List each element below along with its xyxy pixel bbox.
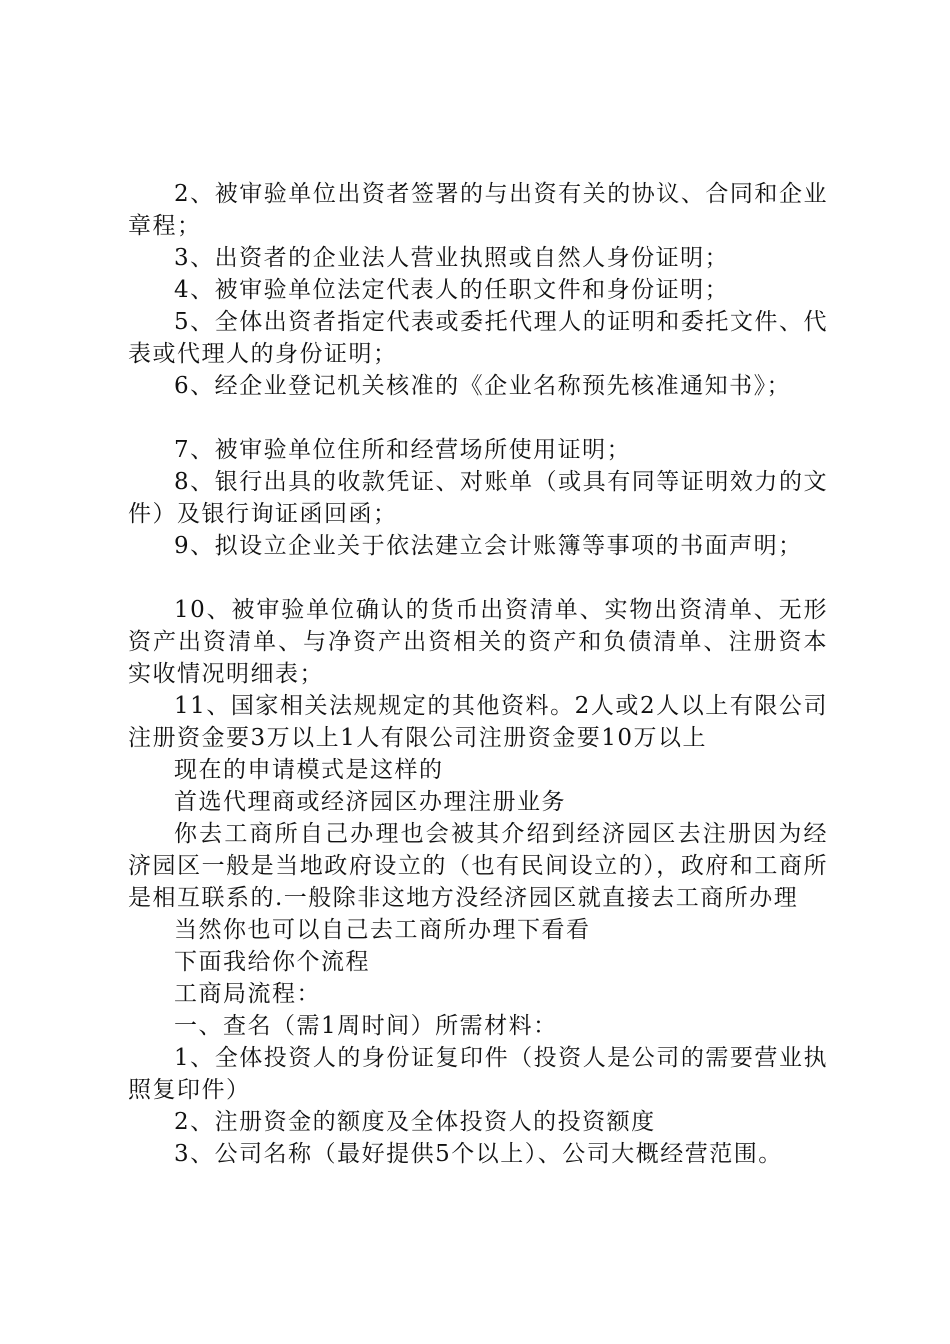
paragraph-item-3: 3、出资者的企业法人营业执照或自然人身份证明； <box>174 245 730 271</box>
paragraph-item-10: 10、被审验单位确认的货币出资清单、实物出资清单、无形资产出资清单、与净资产出资相关的资产和负债清单、注册资本实收情况明细表； <box>128 597 828 687</box>
paragraph-step-2: 2、注册资金的额度及全体投资人的投资额度 <box>174 1109 656 1135</box>
paragraph-item-6: 6、经企业登记机关核准的《企业名称预先核准通知书》； <box>174 373 792 399</box>
paragraph-process-intro: 下面我给你个流程 <box>174 949 370 975</box>
section-heading-name-check: 一、查名（需1周时间）所需材料： <box>174 1013 558 1039</box>
paragraph-step-3: 3、公司名称（最好提供5个以上）、公司大概经营范围。 <box>174 1141 783 1167</box>
paragraph-item-2: 2、被审验单位出资者签署的与出资有关的协议、合同和企业章程； <box>128 181 828 239</box>
document-body <box>128 178 828 1170</box>
paragraph-application-mode: 现在的申请模式是这样的 <box>174 757 444 783</box>
section-heading-bureau-process: 工商局流程： <box>174 981 321 1007</box>
paragraph-item-8: 8、银行出具的收款凭证、对账单（或具有同等证明效力的文件）及银行询证函回函； <box>128 469 828 527</box>
paragraph-item-4: 4、被审验单位法定代表人的任职文件和身份证明； <box>174 277 730 303</box>
paragraph-preferred-agent: 首选代理商或经济园区办理注册业务 <box>174 789 566 815</box>
paragraph-item-5: 5、全体出资者指定代表或委托代理人的证明和委托文件、代表或代理人的身份证明； <box>128 309 828 367</box>
paragraph-spacer <box>128 562 828 594</box>
paragraph-item-9: 9、拟设立企业关于依法建立会计账簿等事项的书面声明； <box>174 533 803 559</box>
paragraph-item-11: 11、国家相关法规规定的其他资料。2人或2人以上有限公司注册资金要3万以上1人有限公司注册资金要10万以上 <box>128 693 828 751</box>
paragraph-self-handle: 当然你也可以自己去工商所办理下看看 <box>174 917 591 943</box>
paragraph-economic-park: 你去工商所自己办理也会被其介绍到经济园区去注册因为经济园区一般是当地政府设立的（也有民间设立的），政府和工商所是相互联系的.一般除非这地方没经济园区就直接去工商所办理 <box>128 821 828 911</box>
paragraph-spacer <box>128 402 828 434</box>
paragraph-item-7: 7、被审验单位住所和经营场所使用证明； <box>174 437 632 463</box>
paragraph-step-1: 1、全体投资人的身份证复印件（投资人是公司的需要营业执照复印件） <box>128 1045 828 1103</box>
